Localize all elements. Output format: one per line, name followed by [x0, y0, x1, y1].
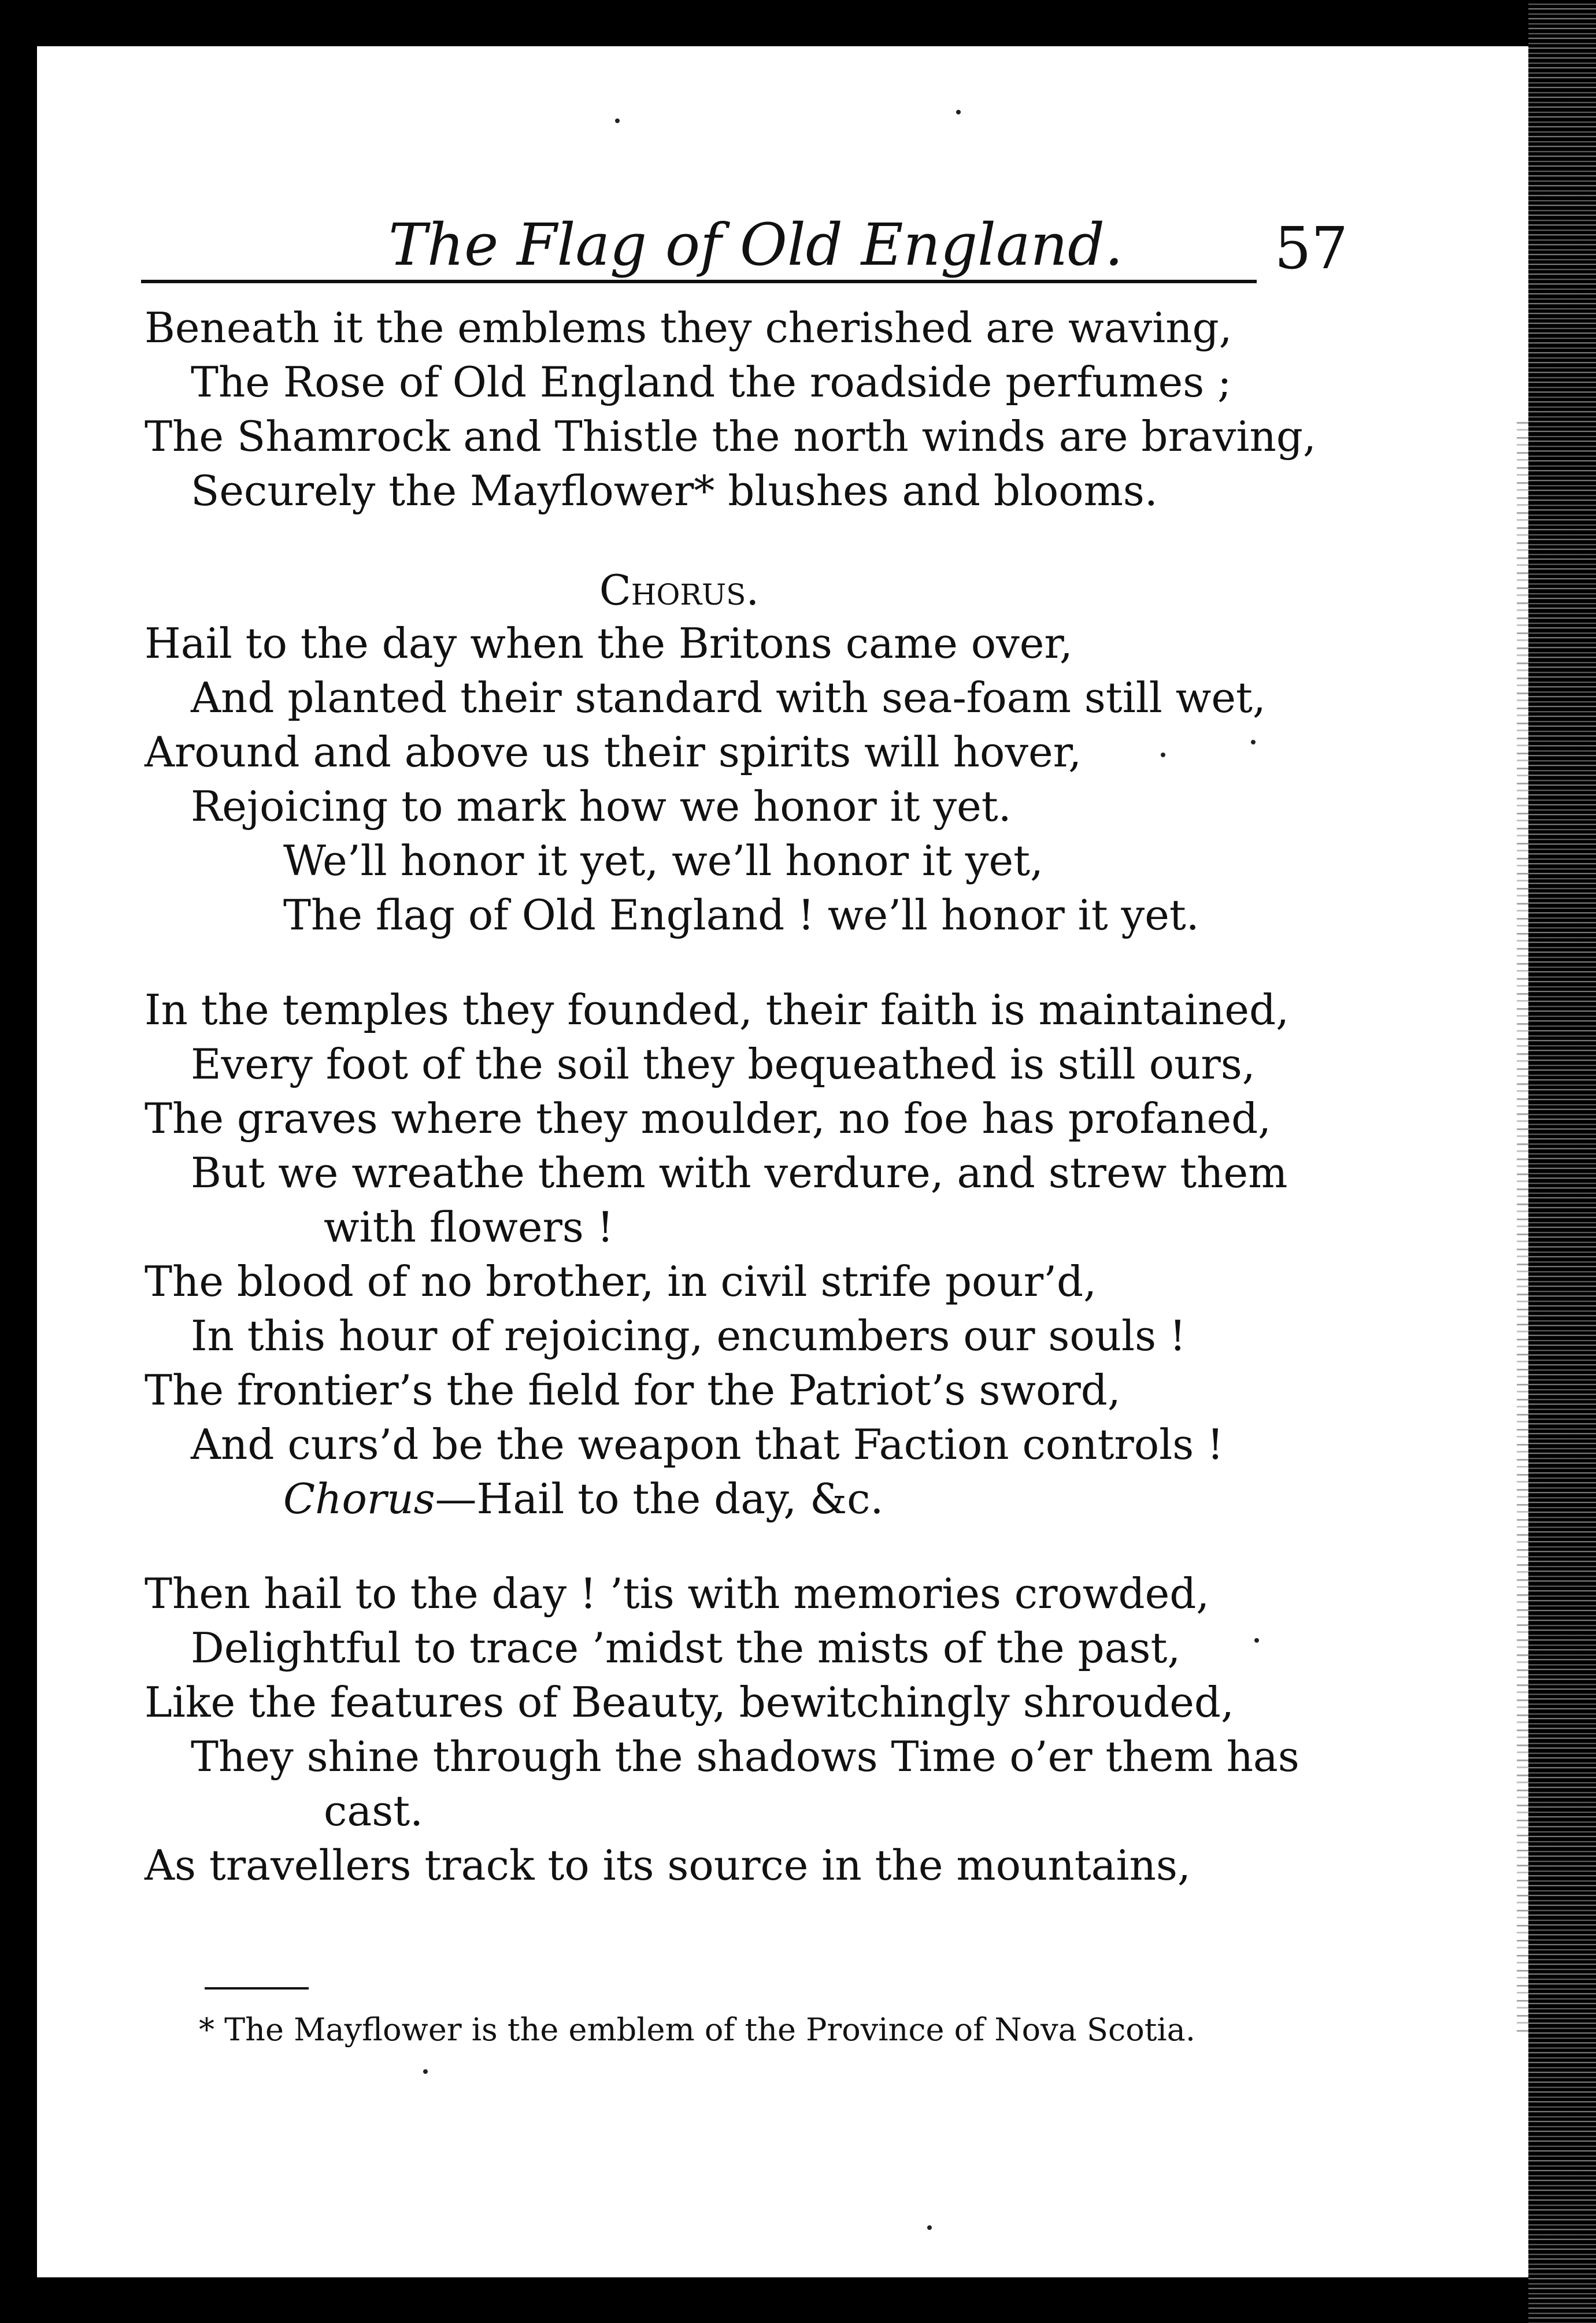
poem-line: The graves where they moulder, no foe has profaned,: [145, 1094, 1272, 1143]
page-header: [354, 194, 1348, 286]
chorus-reference: [145, 1472, 1301, 1526]
poem-line: The Rose of Old England the roadside perfumes ;: [191, 358, 1232, 406]
header-rule: [141, 280, 1257, 283]
page-edge-fringe: [1517, 416, 1528, 2035]
poem-line: Then hail to the day ! ’tis with memories crowded,: [145, 1569, 1210, 1618]
stanza-gap: [145, 1526, 1301, 1566]
poem-line: Rejoicing to mark how we honor it yet.: [191, 782, 1012, 831]
footnote: * The Mayflower is the emblem of the Province of Nova Scotia.: [199, 2011, 1196, 2048]
poem-line: Around and above us their spirits will hover,: [145, 728, 1082, 776]
poem-line: The blood of no brother, in civil strife pour’d,: [145, 1257, 1097, 1306]
footnote-rule: [205, 1987, 309, 1989]
chorus-reference-text: —Hail to the day, &c.: [435, 1474, 884, 1523]
poem-line: Securely the Mayflower* blushes and blooms.: [191, 466, 1158, 515]
poem-line: Like the features of Beauty, bewitchingly shrouded,: [145, 1678, 1234, 1726]
poem-line: Every foot of the soil they bequeathed is still ours,: [191, 1040, 1256, 1088]
poem-line: The flag of Old England ! we’ll honor it yet.: [283, 891, 1199, 939]
scan-speck: [956, 110, 961, 114]
running-title: The Flag of Old England.: [388, 211, 1123, 279]
chorus-reference-label: Chorus: [283, 1474, 435, 1523]
poem-line: Beneath it the emblems they cherished are waving,: [145, 303, 1232, 352]
scan-speck: [423, 2069, 428, 2074]
poem-line: In this hour of rejoicing, encumbers our souls !: [191, 1311, 1186, 1360]
scan-speck: [615, 118, 620, 123]
page-number: 57: [1274, 214, 1348, 282]
poem-line: But we wreathe them with verdure, and strew them: [191, 1148, 1288, 1197]
book-page: [37, 46, 1528, 2277]
poem-line: cast.: [324, 1787, 424, 1835]
poem-line: They shine through the shadows Time o’er them has: [191, 1732, 1299, 1781]
chorus-heading: Chorus.: [599, 566, 760, 614]
poem-line: We’ll honor it yet, we’ll honor it yet,: [283, 836, 1043, 885]
poem-line: And curs’d be the weapon that Faction controls !: [191, 1420, 1224, 1469]
poem-line: The Shamrock and Thistle the north winds are braving,: [145, 412, 1316, 461]
poem-line: As travellers track to its source in the mountains,: [145, 1841, 1191, 1889]
poem-line: The frontier’s the field for the Patriot’s sword,: [145, 1366, 1121, 1414]
page-edge-scan-border: [1528, 0, 1596, 2323]
poem-line: In the temples they founded, their faith is maintained,: [145, 985, 1289, 1034]
stanza-gap: [145, 942, 1301, 983]
scan-speck: [927, 2225, 932, 2230]
poem-line: Delightful to trace ’midst the mists of the past,: [191, 1624, 1181, 1672]
poem-line: And planted their standard with sea-foam still wet,: [191, 673, 1266, 722]
poem-line: with flowers !: [324, 1203, 614, 1251]
poem-line: Hail to the day when the Britons came over,: [145, 619, 1073, 668]
poem-body: [145, 301, 1316, 1892]
stanza-gap: [145, 518, 1301, 558]
